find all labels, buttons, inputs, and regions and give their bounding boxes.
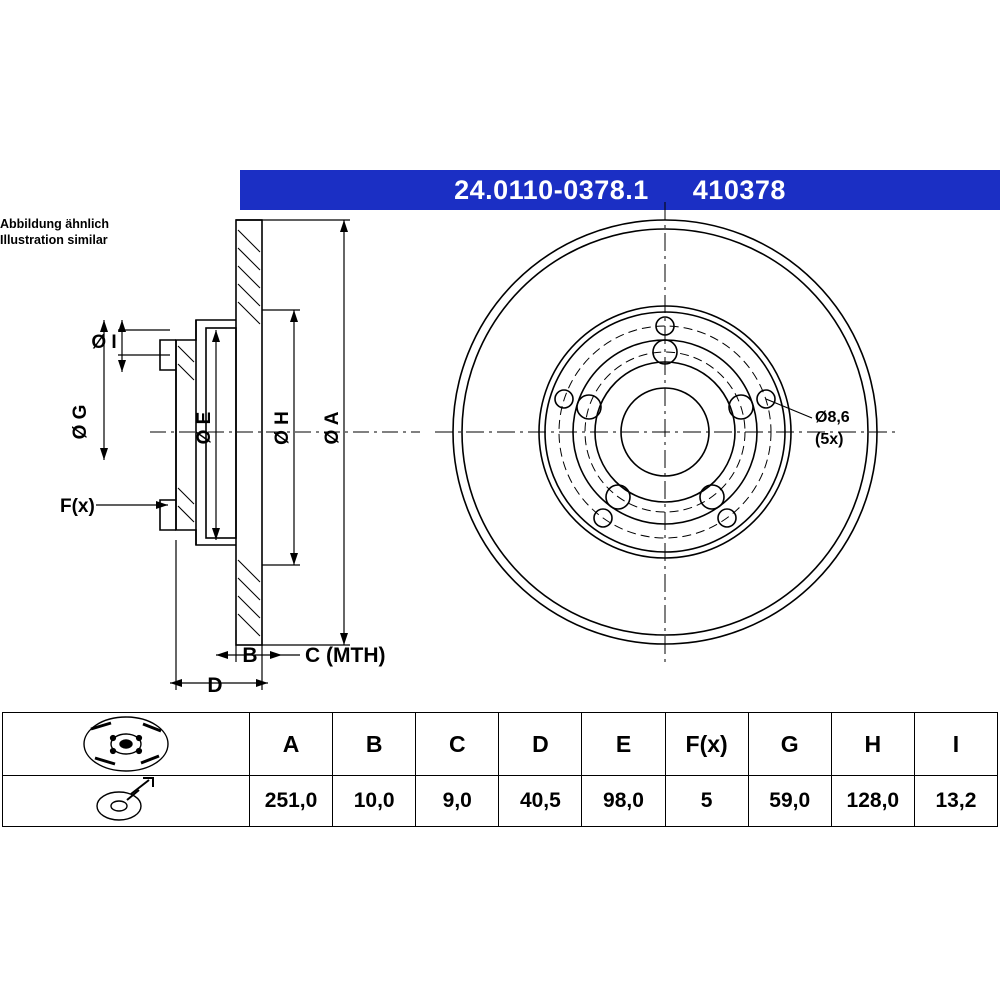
value-a: 251,0 [250,776,333,827]
col-header-g: G [748,713,831,776]
dimension-lines [96,220,350,690]
label-f-x: F(x) [60,496,95,517]
value-h: 128,0 [831,776,914,827]
col-header-b: B [333,713,416,776]
label-diameter-e: Ø E [194,411,215,445]
col-header-fx: F(x) [665,713,748,776]
table-header-row [3,713,998,776]
label-d: D [207,674,223,697]
technical-drawing [0,200,1000,710]
table-value-row [3,776,998,827]
caliper-measure-icon [3,776,250,827]
label-hole-diameter: Ø8,6 [815,409,850,426]
label-b: B [242,644,258,667]
value-i: 13,2 [914,776,997,827]
value-c: 9,0 [416,776,499,827]
value-b: 10,0 [333,776,416,827]
label-hole-count: (5x) [815,431,844,448]
label-diameter-i: Ø I [91,332,117,353]
col-header-h: H [831,713,914,776]
col-header-i: I [914,713,997,776]
value-e: 98,0 [582,776,665,827]
value-fx: 5 [665,776,748,827]
part-number: 24.0110-0378.1 [454,174,649,205]
label-c-mth: C (MTH) [305,644,386,667]
specification-table [2,712,998,827]
brake-disc-icon [3,713,250,776]
dimension-arrowheads [100,220,348,687]
label-diameter-g: Ø G [70,404,91,440]
label-diameter-a: Ø A [322,411,343,445]
reference-number: 410378 [692,174,786,205]
illustration-note-de: Abbildung ähnlich [0,217,110,231]
label-diameter-h: Ø H [272,411,293,445]
illustration-note-en: Illustration similar [0,233,108,247]
col-header-a: A [250,713,333,776]
value-g: 59,0 [748,776,831,827]
value-d: 40,5 [499,776,582,827]
drawing-svg [0,200,1000,710]
col-header-c: C [416,713,499,776]
col-header-d: D [499,713,582,776]
col-header-e: E [582,713,665,776]
